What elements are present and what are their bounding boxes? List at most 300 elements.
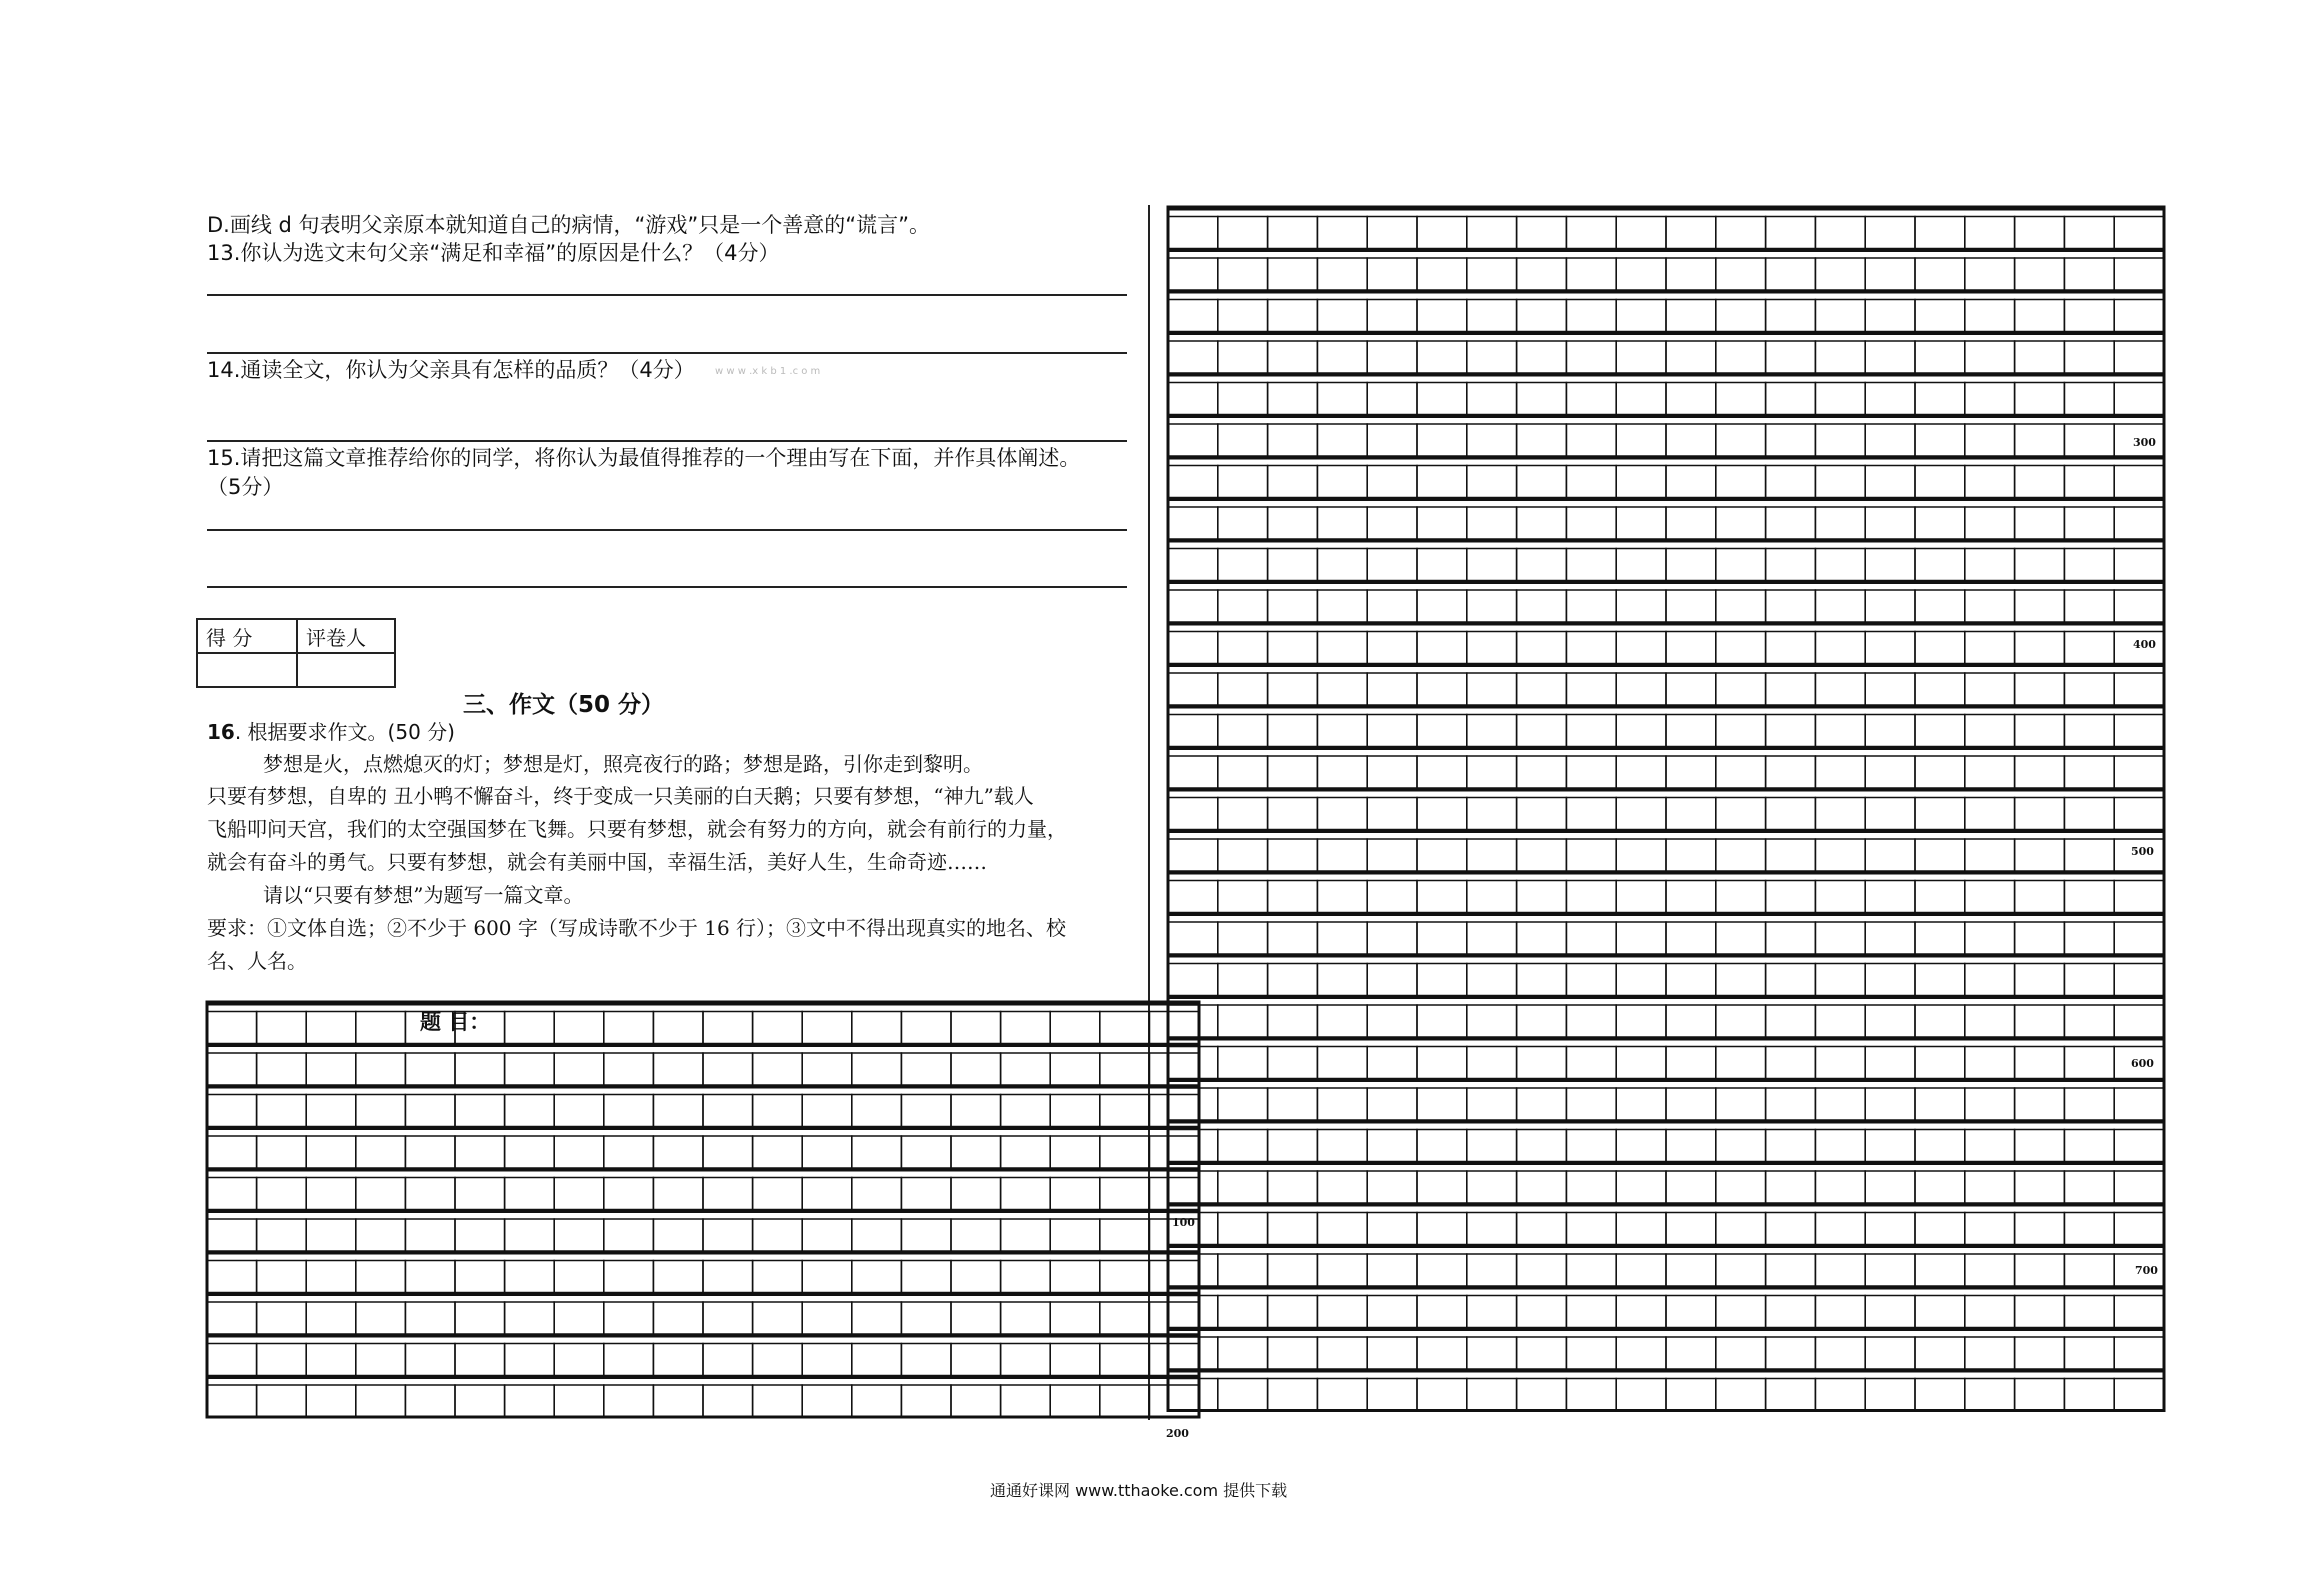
grid-cell [1566, 1130, 1616, 1162]
grid-cell [1317, 341, 1367, 373]
grid-cell [1001, 1302, 1051, 1334]
grid-cell [2015, 341, 2065, 373]
grid-cell [405, 1136, 455, 1168]
grid-cell [1616, 590, 1666, 622]
grid-cell [1268, 1171, 1318, 1203]
grid-cell [2064, 383, 2114, 415]
grid-cell [1417, 1047, 1467, 1079]
grid-cell [1517, 300, 1567, 332]
score-header: 得 分 [197, 619, 297, 653]
grid-cell [1417, 673, 1467, 705]
grid-cell [1965, 1171, 2015, 1203]
grid-cell [1168, 1171, 1218, 1203]
grid-cell [1716, 383, 1766, 415]
grid-cell [2015, 1379, 2065, 1411]
grid-cell [802, 1261, 852, 1293]
grid-cell [1168, 507, 1218, 539]
grid-cell [2015, 881, 2065, 913]
grid-cell [1666, 507, 1716, 539]
grid-cell [1616, 673, 1666, 705]
grid-cell [1965, 1337, 2015, 1369]
grid-cell [1865, 1171, 1915, 1203]
grid-cell [1168, 549, 1218, 581]
grid-cell [1716, 507, 1766, 539]
grid-cell [2015, 1254, 2065, 1286]
grid-cell [1168, 1005, 1218, 1037]
grid-cell [1865, 590, 1915, 622]
grid-cell [1268, 341, 1318, 373]
grid-cell [1517, 964, 1567, 996]
grid-cell [1716, 1130, 1766, 1162]
grid-cell [1417, 507, 1467, 539]
grid-cell [2114, 549, 2164, 581]
grid-cell [1716, 673, 1766, 705]
grid-cell [1766, 1296, 1816, 1328]
grid-cell [1367, 1337, 1417, 1369]
grid-cell [2064, 1005, 2114, 1037]
grid-cell [1517, 715, 1567, 747]
grid-cell [1001, 1012, 1051, 1044]
grid-cell [257, 1261, 307, 1293]
answer-line-13a[interactable] [207, 294, 1127, 296]
grid-cell [1317, 1130, 1367, 1162]
grid-cell [2114, 383, 2164, 415]
question-15-line2: （5分） [207, 475, 284, 499]
grid-cell [1915, 922, 1965, 954]
grid-cell [1467, 1005, 1517, 1037]
grid-cell [2114, 590, 2164, 622]
grid-cell [1517, 341, 1567, 373]
grid-cell [802, 1136, 852, 1168]
grid-cell [505, 1261, 555, 1293]
grid-cell [1050, 1178, 1100, 1210]
grid-cell [1168, 1130, 1218, 1162]
grid-cell [1965, 507, 2015, 539]
grid-cell [1616, 1213, 1666, 1245]
grid-cell [2015, 632, 2065, 664]
grid-cell [1915, 466, 1965, 498]
grid-cell [1417, 1254, 1467, 1286]
grid-cell [604, 1178, 654, 1210]
grid-cell [1915, 383, 1965, 415]
answer-line-14[interactable] [207, 440, 1127, 442]
grid-cell [1766, 673, 1816, 705]
grid-cell [703, 1344, 753, 1376]
grid-cell [1417, 839, 1467, 871]
grid-cell [703, 1053, 753, 1085]
grid-cell [1050, 1302, 1100, 1334]
grid-cell [901, 1178, 951, 1210]
grid-cell [1766, 1005, 1816, 1037]
grid-cell [1367, 1213, 1417, 1245]
grid-cell [1268, 1130, 1318, 1162]
grid-cell [703, 1095, 753, 1127]
grid-cell [1566, 549, 1616, 581]
grid-cell [1317, 383, 1367, 415]
answer-line-15a[interactable] [207, 529, 1127, 531]
grid-cell [1716, 1047, 1766, 1079]
grid-cell [207, 1219, 257, 1251]
answer-line-15b[interactable] [207, 586, 1127, 588]
grid-cell [2064, 300, 2114, 332]
grid-cell [2015, 673, 2065, 705]
grid-cell [2064, 881, 2114, 913]
grid-cell [1268, 798, 1318, 830]
grid-cell [1467, 922, 1517, 954]
grid-cell [1616, 632, 1666, 664]
faint-watermark: w w w .x k b 1 .c o m [715, 366, 821, 377]
grid-cell [2015, 1088, 2065, 1120]
grid-cell [405, 1053, 455, 1085]
grid-cell [703, 1302, 753, 1334]
grid-cell [1517, 1213, 1567, 1245]
grid-cell [1050, 1219, 1100, 1251]
grid-cell [1616, 798, 1666, 830]
grid-cell [1268, 549, 1318, 581]
grid-cell [455, 1261, 505, 1293]
grid-cell [2114, 1171, 2164, 1203]
grid-cell [1218, 1130, 1268, 1162]
grid-cell [1865, 424, 1915, 456]
grid-cell [1417, 1005, 1467, 1037]
grid-cell [1317, 1337, 1367, 1369]
grid-cell [1766, 1171, 1816, 1203]
grid-cell [2064, 1213, 2114, 1245]
grid-cell [1218, 590, 1268, 622]
question-16-number: 16 [207, 720, 235, 744]
grid-cell [1467, 756, 1517, 788]
grid-cell [1417, 1213, 1467, 1245]
grid-cell [802, 1385, 852, 1417]
grid-cell [1566, 632, 1616, 664]
grid-cell [1218, 383, 1268, 415]
grid-cell [653, 1012, 703, 1044]
grid-cell [1467, 1088, 1517, 1120]
grid-cell [1268, 1213, 1318, 1245]
grid-cell [1467, 300, 1517, 332]
grid-cell [1666, 839, 1716, 871]
grid-cell [1566, 673, 1616, 705]
grid-cell [1467, 383, 1517, 415]
grid-cell [1467, 424, 1517, 456]
grid-cell [1268, 1337, 1318, 1369]
grid-cell [951, 1302, 1001, 1334]
grid-cell [1317, 1088, 1367, 1120]
grid-cell [852, 1053, 902, 1085]
grid-cell [1666, 424, 1716, 456]
grid-cell [1915, 673, 1965, 705]
grid-cell [505, 1012, 555, 1044]
grid-cell [1517, 756, 1567, 788]
grid-cell [1001, 1095, 1051, 1127]
grid-cell [1616, 466, 1666, 498]
grid-cell [1467, 466, 1517, 498]
grid-cell [1218, 1379, 1268, 1411]
grid-cell [2015, 1296, 2065, 1328]
grid-cell [951, 1053, 1001, 1085]
grid-cell [753, 1302, 803, 1334]
grid-cell [901, 1053, 951, 1085]
grid-cell [1517, 424, 1567, 456]
grid-cell [1317, 1254, 1367, 1286]
grid-cell [1865, 715, 1915, 747]
grid-cell [1965, 922, 2015, 954]
grid-cell [1367, 217, 1417, 249]
grid-cell [753, 1219, 803, 1251]
grid-cell [1517, 258, 1567, 290]
grid-cell [1766, 1254, 1816, 1286]
grid-cell [1616, 507, 1666, 539]
grid-cell [1417, 881, 1467, 913]
grid-cell [2064, 673, 2114, 705]
grid-cell [1815, 1047, 1865, 1079]
grid-cell [1915, 1213, 1965, 1245]
grid-cell [2064, 715, 2114, 747]
grid-cell [2064, 507, 2114, 539]
grid-cell [1168, 383, 1218, 415]
grid-cell [2015, 1171, 2065, 1203]
grid-cell [1268, 1047, 1318, 1079]
grid-cell [1965, 1088, 2015, 1120]
grid-cell [1766, 549, 1816, 581]
grid-cell [1965, 424, 2015, 456]
grid-cell [1815, 1379, 1865, 1411]
grid-cell [1865, 922, 1915, 954]
grid-cell [604, 1136, 654, 1168]
grid-cell [1218, 217, 1268, 249]
grid-cell [554, 1095, 604, 1127]
grid-cell [257, 1095, 307, 1127]
grid-cell [1367, 300, 1417, 332]
grid-cell [1865, 1213, 1915, 1245]
prompt-para-3: 飞船叩问天宫，我们的太空强国梦在飞舞。只要有梦想，就会有努力的方向，就会有前行的力量， [207, 817, 1067, 841]
grid-cell [207, 1053, 257, 1085]
grid-cell [604, 1053, 654, 1085]
grid-cell [1417, 1379, 1467, 1411]
grid-cell [1517, 881, 1567, 913]
grid-cell [1865, 383, 1915, 415]
left-writing-grid[interactable] [205, 1000, 1205, 1425]
grid-cell [1168, 964, 1218, 996]
grid-cell [1716, 1337, 1766, 1369]
grid-cell [1268, 964, 1318, 996]
grid-cell [505, 1385, 555, 1417]
answer-line-13b[interactable] [207, 352, 1127, 354]
grid-cell [1666, 1254, 1716, 1286]
grid-cell [2015, 590, 2065, 622]
grid-cell [505, 1302, 555, 1334]
grid-cell [207, 1261, 257, 1293]
grid-cell [1168, 590, 1218, 622]
grid-cell [852, 1302, 902, 1334]
word-count-600: 600 [2131, 1057, 2154, 1070]
grid-cell [1865, 632, 1915, 664]
grid-cell [257, 1302, 307, 1334]
question-16-text: . 根据要求作文。(50 分) [234, 720, 455, 744]
grid-cell [1766, 1130, 1816, 1162]
right-writing-grid[interactable] [1166, 205, 2168, 1425]
grid-cell [554, 1012, 604, 1044]
grid-cell [1268, 1005, 1318, 1037]
grid-cell [2064, 1296, 2114, 1328]
grid-cell [2064, 549, 2114, 581]
grid-cell [1467, 1379, 1517, 1411]
grid-cell [1317, 632, 1367, 664]
grid-cell [1766, 1213, 1816, 1245]
grid-cell [1168, 839, 1218, 871]
grid-cell [1168, 1088, 1218, 1120]
grid-cell [1168, 1337, 1218, 1369]
grid-cell [554, 1261, 604, 1293]
grid-cell [852, 1385, 902, 1417]
grid-cell [2064, 1130, 2114, 1162]
grid-cell [1965, 1130, 2015, 1162]
grid-cell [405, 1261, 455, 1293]
grid-cell [1766, 300, 1816, 332]
grid-cell [1616, 383, 1666, 415]
grid-cell [1168, 1379, 1218, 1411]
grid-cell [802, 1302, 852, 1334]
grid-cell [356, 1053, 406, 1085]
grid-cell [1367, 964, 1417, 996]
grid-cell [753, 1385, 803, 1417]
grid-cell [505, 1053, 555, 1085]
grid-cell [505, 1136, 555, 1168]
grid-cell [1766, 1379, 1816, 1411]
grid-cell [1268, 466, 1318, 498]
grid-cell [1915, 798, 1965, 830]
grid-cell [1218, 1171, 1268, 1203]
grid-cell [604, 1219, 654, 1251]
grid-cell [901, 1136, 951, 1168]
grid-cell [1317, 715, 1367, 747]
grid-cell [1001, 1344, 1051, 1376]
grid-cell [1716, 1213, 1766, 1245]
grid-cell [1865, 549, 1915, 581]
grid-cell [1417, 217, 1467, 249]
grid-cell [852, 1178, 902, 1210]
grid-cell [1566, 341, 1616, 373]
grid-cell [2064, 466, 2114, 498]
grid-cell [1367, 881, 1417, 913]
grid-cell [753, 1095, 803, 1127]
requirements-line-1: 要求：①文体自选；②不少于 600 字（写成诗歌不少于 16 行）；③文中不得出现真实的地名、校 [207, 916, 1067, 940]
grid-cell [1218, 632, 1268, 664]
grid-cell [1467, 549, 1517, 581]
grid-cell [2114, 258, 2164, 290]
grid-cell [306, 1302, 356, 1334]
grid-cell [604, 1344, 654, 1376]
grid-cell [1517, 1379, 1567, 1411]
grid-cell [1716, 881, 1766, 913]
grid-cell [1218, 964, 1268, 996]
grid-cell [1965, 632, 2015, 664]
grid-cell [1815, 798, 1865, 830]
grid-cell [1815, 1005, 1865, 1037]
grid-cell [1716, 341, 1766, 373]
grid-cell [455, 1053, 505, 1085]
grid-cell [1168, 466, 1218, 498]
grid-cell [455, 1095, 505, 1127]
grid-cell [2015, 1213, 2065, 1245]
grid-cell [1716, 964, 1766, 996]
grid-cell [1865, 1047, 1915, 1079]
grid-cell [1218, 424, 1268, 456]
grid-cell [356, 1302, 406, 1334]
grid-cell [356, 1178, 406, 1210]
grid-cell [1517, 507, 1567, 539]
grid-cell [356, 1219, 406, 1251]
grid-cell [1766, 590, 1816, 622]
grid-cell [1100, 1261, 1150, 1293]
grid-cell [1367, 1005, 1417, 1037]
grid-cell [1865, 1296, 1915, 1328]
grid-cell [1467, 217, 1517, 249]
score-cell[interactable] [197, 653, 297, 687]
grid-cell [1517, 549, 1567, 581]
grid-cell [1050, 1385, 1100, 1417]
grid-cell [604, 1261, 654, 1293]
grid-cell [1766, 1337, 1816, 1369]
grid-cell [653, 1095, 703, 1127]
grid-cell [1915, 424, 1965, 456]
grid-cell [604, 1385, 654, 1417]
grid-cell [1417, 383, 1467, 415]
grid-cell [2114, 507, 2164, 539]
footer-credit: 通通好课网 www.tthaoke.com 提供下载 [990, 1481, 1288, 1500]
grid-cell [1815, 383, 1865, 415]
grid-cell [703, 1261, 753, 1293]
grid-cell [753, 1178, 803, 1210]
grid-cell [1566, 1379, 1616, 1411]
grid-cell [1766, 258, 1816, 290]
grid-cell [2015, 466, 2065, 498]
grid-cell [1666, 756, 1716, 788]
grid-cell [1915, 839, 1965, 871]
grid-cell [1716, 1296, 1766, 1328]
grid-cell [1965, 1005, 2015, 1037]
grid-cell [1815, 964, 1865, 996]
grid-cell [1367, 1088, 1417, 1120]
grid-cell [257, 1385, 307, 1417]
grid-cell [1865, 1337, 1915, 1369]
grid-cell [1367, 1379, 1417, 1411]
grid-cell [852, 1012, 902, 1044]
grid-cell [1965, 300, 2015, 332]
grid-cell [207, 1136, 257, 1168]
grid-cell [1517, 1130, 1567, 1162]
grid-cell [1566, 466, 1616, 498]
grid-cell [1766, 632, 1816, 664]
word-count-500: 500 [2131, 845, 2154, 858]
grid-cell [1815, 673, 1865, 705]
grid-cell [2114, 922, 2164, 954]
grid-cell [455, 1178, 505, 1210]
grid-cell [1616, 258, 1666, 290]
grid-cell [1218, 1254, 1268, 1286]
grid-cell [1218, 258, 1268, 290]
grid-cell [1815, 756, 1865, 788]
grid-cell [1367, 258, 1417, 290]
grid-cell [1566, 798, 1616, 830]
grid-cell [1100, 1344, 1150, 1376]
grid-cell [1417, 341, 1467, 373]
grid-cell [1268, 424, 1318, 456]
grader-cell[interactable] [297, 653, 395, 687]
grid-cell [1517, 1171, 1567, 1203]
grid-cell [1965, 217, 2015, 249]
grid-cell [703, 1136, 753, 1168]
